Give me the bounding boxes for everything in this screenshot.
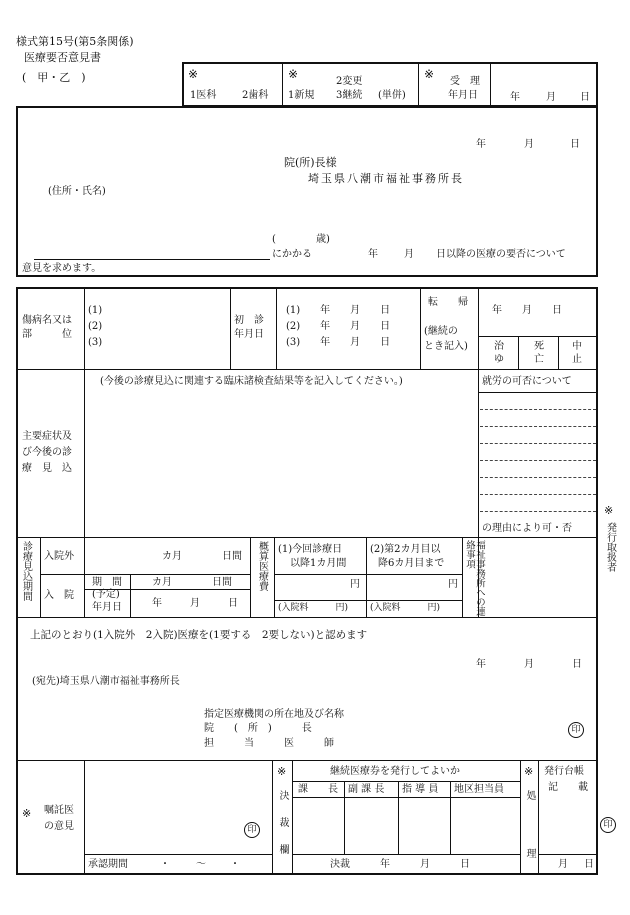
- site-label: 部 位: [22, 329, 72, 340]
- recognition-year: 年: [476, 659, 486, 670]
- approval-dot-1: ・: [160, 859, 170, 870]
- cost2-yen: 円: [448, 579, 458, 590]
- receipt-year: 年: [510, 92, 520, 103]
- request-closing: 意見を求めます。: [22, 263, 102, 274]
- cost1-yen: 円: [350, 579, 360, 590]
- period-label: 期 間: [92, 577, 122, 588]
- disease-item-3: (3): [88, 337, 103, 348]
- outcome-label: 転 帰: [428, 297, 468, 308]
- first-visit-label: 初 診: [234, 315, 264, 326]
- decision-question: 継続医療券を発行してよいか: [330, 766, 460, 777]
- schedule-vertical-label: 診療見込期間: [20, 541, 32, 601]
- stop-label-2: 止: [572, 354, 582, 365]
- receipt-day: 日: [580, 92, 590, 103]
- disease-item-2: (2): [88, 321, 103, 332]
- symptom-label-3: 療 見 込: [22, 463, 72, 474]
- ip-day: 日: [228, 598, 238, 609]
- request-year: 年: [476, 139, 486, 150]
- death-label-1: 死: [534, 341, 544, 352]
- outpatient-label: 入院外: [44, 551, 74, 562]
- first-date-3: (3) 年 月 日: [286, 337, 391, 348]
- recognition-statement: 上記のとおり(1入院外 2入院)医療を(1要する 2要しない)と認めます: [30, 629, 368, 641]
- ip-months: カ月: [152, 577, 172, 588]
- contact-label: 福祉事務所への連絡事項: [463, 540, 485, 616]
- process-day: 日: [584, 859, 594, 870]
- period-year: 年: [368, 249, 378, 260]
- outcome-note-2: とき記入): [424, 341, 468, 352]
- issue-handler-label: 発行取扱者: [604, 522, 616, 572]
- form-number: 様式第15号(第5条関係): [16, 35, 134, 48]
- kind-dental: 2歯科: [242, 90, 269, 101]
- receipt-date-label: 年月日: [448, 90, 478, 101]
- doctor-label: 担 当 医 師: [204, 738, 334, 749]
- ymd-label: 年月日: [92, 602, 122, 613]
- ledger-label-2: 記 載: [548, 782, 588, 793]
- request-sender: 埼玉県八潮市福祉事務所長: [308, 172, 464, 185]
- seal-icon: 印: [568, 722, 584, 738]
- kind-medical: 1医科: [190, 90, 217, 101]
- approval-period-label: 承認期間: [88, 859, 128, 870]
- outcome-date: 年 月 日: [492, 305, 562, 316]
- cost1-hosp-fee: (入院料 円): [278, 603, 349, 613]
- kind-continue: 3継続: [336, 90, 363, 101]
- stop-label-1: 中: [572, 341, 582, 352]
- form-title: 医療要否意見書: [24, 51, 101, 64]
- kind-single: (単併): [378, 90, 406, 101]
- cost-col2-line2: 降6カ月目まで: [378, 558, 445, 569]
- related-label: にかかる: [272, 249, 312, 260]
- disease-item-1: (1): [88, 305, 103, 316]
- facility-label: 指定医療機関の所在地及び名称: [204, 709, 344, 720]
- instructor-label: 指 導 員: [402, 784, 439, 795]
- opinion-label-1: 嘱託医: [44, 805, 74, 816]
- cost-col1-line2: 以降1カ月間: [290, 558, 347, 569]
- section-chief-label: 課 長: [298, 784, 338, 795]
- request-month: 月: [524, 139, 534, 150]
- cost-label: 概算医療費: [256, 541, 268, 591]
- recognition-day: 日: [572, 659, 582, 670]
- side-mark: ※: [604, 504, 614, 517]
- mark-3: ※: [424, 67, 435, 81]
- decision-column-label: 決裁欄: [277, 790, 288, 871]
- first-visit-date-label: 年月日: [234, 329, 264, 340]
- cure-label-2: ゆ: [494, 354, 504, 365]
- receipt-label: 受 理: [450, 76, 480, 87]
- age-close: 歳): [316, 234, 330, 245]
- seal-icon: 印: [600, 817, 616, 833]
- period-month: 月: [404, 249, 414, 260]
- cure-label-1: 治: [494, 341, 504, 352]
- type-choice: ( 甲・乙 ): [22, 71, 86, 84]
- cost2-hosp-fee: (入院料 円): [370, 603, 441, 613]
- ip-month: 月: [190, 598, 200, 609]
- work-reason: の理由により可・否: [482, 523, 572, 534]
- recognition-addressee: (宛先)埼玉県八潮市福祉事務所長: [32, 676, 180, 687]
- request-day: 日: [570, 139, 580, 150]
- process-label: 処理: [524, 790, 535, 906]
- address-name-label: (住所・氏名): [48, 186, 106, 197]
- decision-date: 決裁 年 月 日: [330, 859, 470, 870]
- symptom-label-2: び今後の診: [22, 447, 72, 458]
- age-open: (: [272, 234, 276, 245]
- approval-tilde: 〜: [196, 859, 206, 870]
- mark-1: ※: [188, 67, 199, 81]
- decision-mark: ※: [277, 765, 287, 778]
- request-addressee: 院(所)長様: [284, 156, 337, 169]
- process-mark: ※: [524, 765, 534, 778]
- cost-col1-line1: (1)今回診療日: [278, 544, 343, 555]
- ip-days: 日間: [212, 577, 232, 588]
- director-label: 院 ( 所 ) 長: [204, 723, 312, 734]
- mark-2: ※: [288, 67, 299, 81]
- area-officer-label: 地区担当員: [454, 784, 504, 795]
- symptom-label-1: 主要症状及: [22, 431, 72, 442]
- opinion-mark: ※: [22, 807, 32, 820]
- disease-label: 傷病名又は: [22, 315, 72, 326]
- inpatient-label: 入 院: [44, 590, 74, 601]
- op-months: カ月: [162, 551, 182, 562]
- ledger-label-1: 発行台帳: [544, 766, 584, 777]
- receipt-month: 月: [546, 92, 556, 103]
- opinion-label-2: の意見: [44, 821, 74, 832]
- work-ability-label: 就労の可否について: [482, 376, 572, 387]
- ip-year: 年: [152, 598, 162, 609]
- process-month: 月: [558, 859, 568, 870]
- death-label-2: 亡: [534, 354, 544, 365]
- approval-dot-2: ・: [230, 859, 240, 870]
- seal-icon: 印: [244, 822, 260, 838]
- kind-change: 2変更: [336, 76, 363, 87]
- deputy-chief-label: 副 課 長: [348, 784, 385, 795]
- first-date-1: (1) 年 月 日: [286, 305, 391, 316]
- cost-col2-line1: (2)第2カ月目以: [370, 544, 441, 555]
- kind-new: 1新規: [288, 90, 315, 101]
- period-text: 日以降の医療の要否について: [436, 249, 566, 260]
- planned-label: (予定): [92, 589, 120, 600]
- recognition-month: 月: [524, 659, 534, 670]
- op-days: 日間: [222, 551, 242, 562]
- symptom-instruction: (今後の診療見込に関連する臨床諸検査結果等を記入してください。): [100, 376, 403, 387]
- first-date-2: (2) 年 月 日: [286, 321, 391, 332]
- outcome-note-1: (継続の: [424, 326, 458, 337]
